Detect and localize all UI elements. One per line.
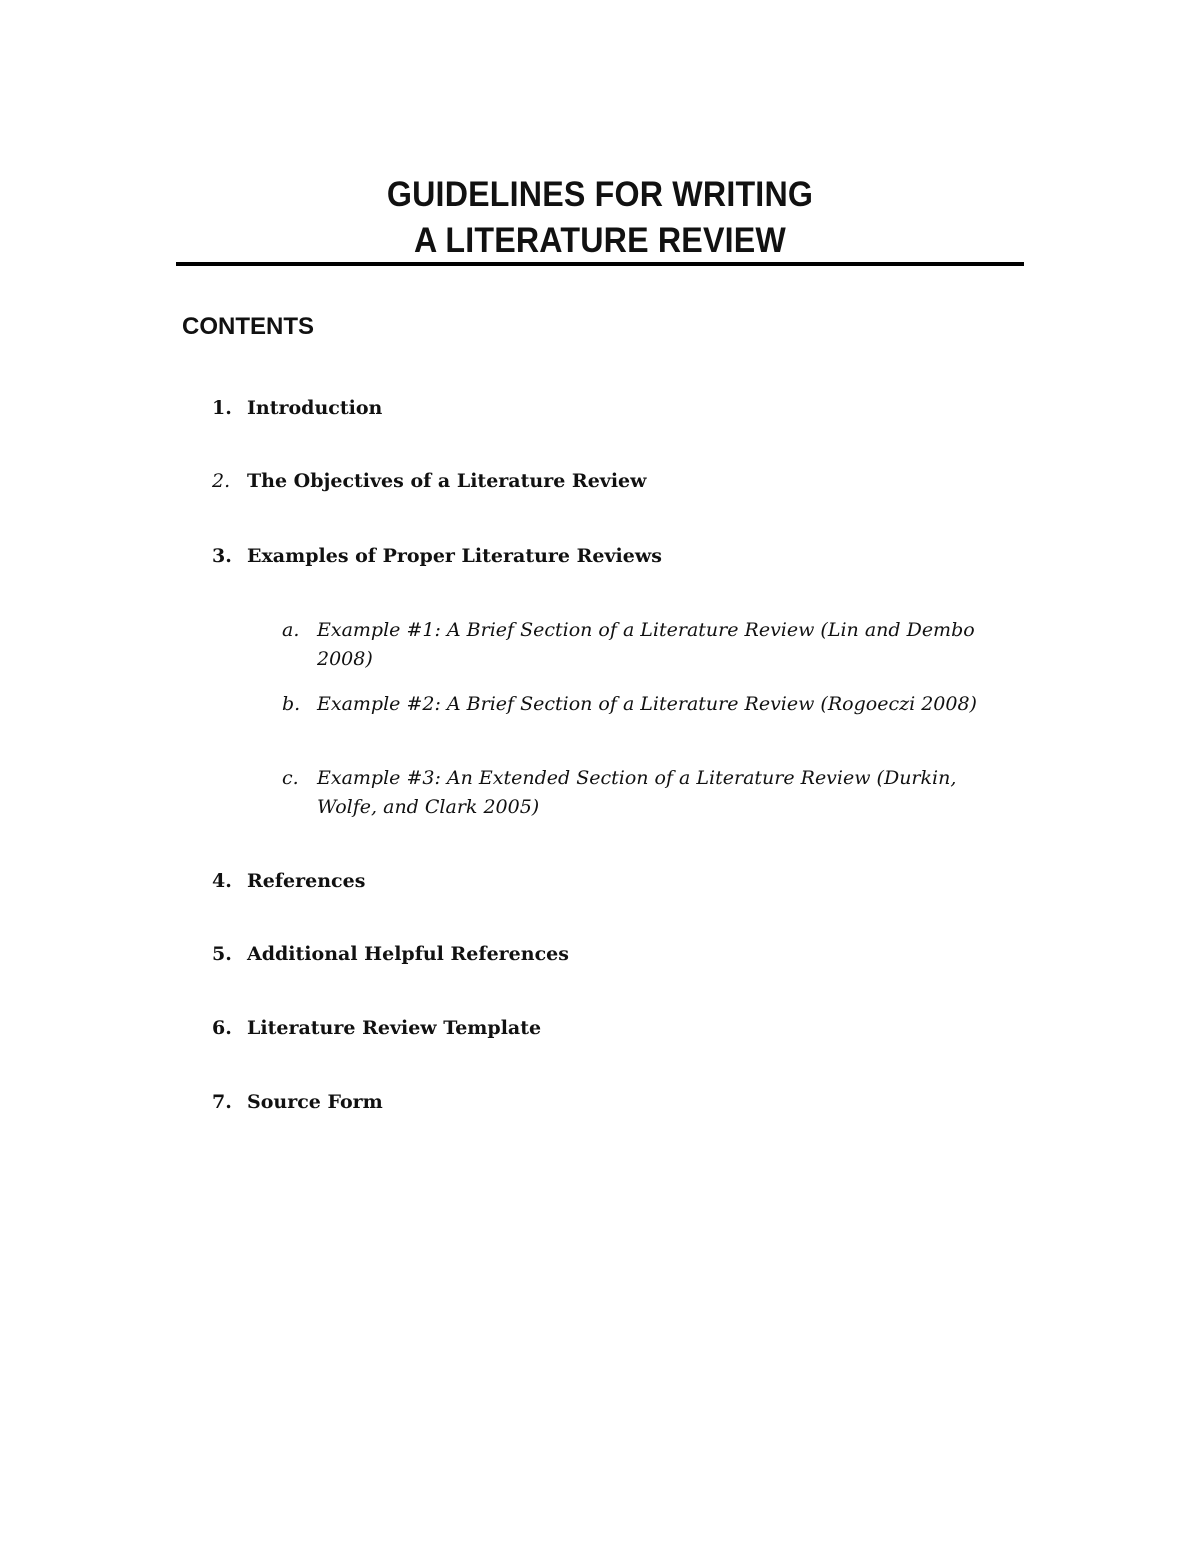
- toc-item-label: Literature Review Template: [247, 1017, 542, 1039]
- toc-item-number: 2.: [212, 470, 231, 492]
- toc-item-label: References: [247, 870, 366, 892]
- title-line-1: GUIDELINES FOR WRITING: [386, 175, 814, 214]
- toc-subitem-letter: a.: [282, 619, 300, 641]
- toc-item-number: 6.: [212, 1017, 232, 1039]
- toc-subitem-letter: c.: [282, 767, 299, 789]
- toc-item-label: Introduction: [247, 397, 383, 419]
- toc-subitem-label: Example #3: An Extended Section of a Literature Review (Durkin, Wolfe, and Clark 2005): [317, 767, 957, 818]
- document-title: [210, 172, 990, 264]
- toc-item-label: Source Form: [247, 1091, 383, 1113]
- toc-item-label: Examples of Proper Literature Reviews: [247, 545, 662, 567]
- toc-item-number: 4.: [212, 870, 232, 892]
- toc-item-label: Additional Helpful References: [247, 943, 569, 965]
- contents-heading: CONTENTS: [182, 313, 314, 340]
- toc-subitem-label: Example #1: A Brief Section of a Literature Review (Lin and Dembo 2008): [317, 619, 975, 670]
- title-line-2: A LITERATURE REVIEW: [413, 221, 786, 260]
- title-rule: [176, 262, 1024, 266]
- toc-item-number: 7.: [212, 1091, 232, 1113]
- toc-item-number: 3.: [212, 545, 232, 567]
- toc-subitem-letter: b.: [282, 693, 301, 715]
- toc-item-number: 1.: [212, 397, 232, 419]
- toc-item-label: The Objectives of a Literature Review: [247, 470, 647, 492]
- toc-subitem-label: Example #2: A Brief Section of a Literature Review (Rogoeczi 2008): [317, 693, 977, 715]
- toc-item-number: 5.: [212, 943, 232, 965]
